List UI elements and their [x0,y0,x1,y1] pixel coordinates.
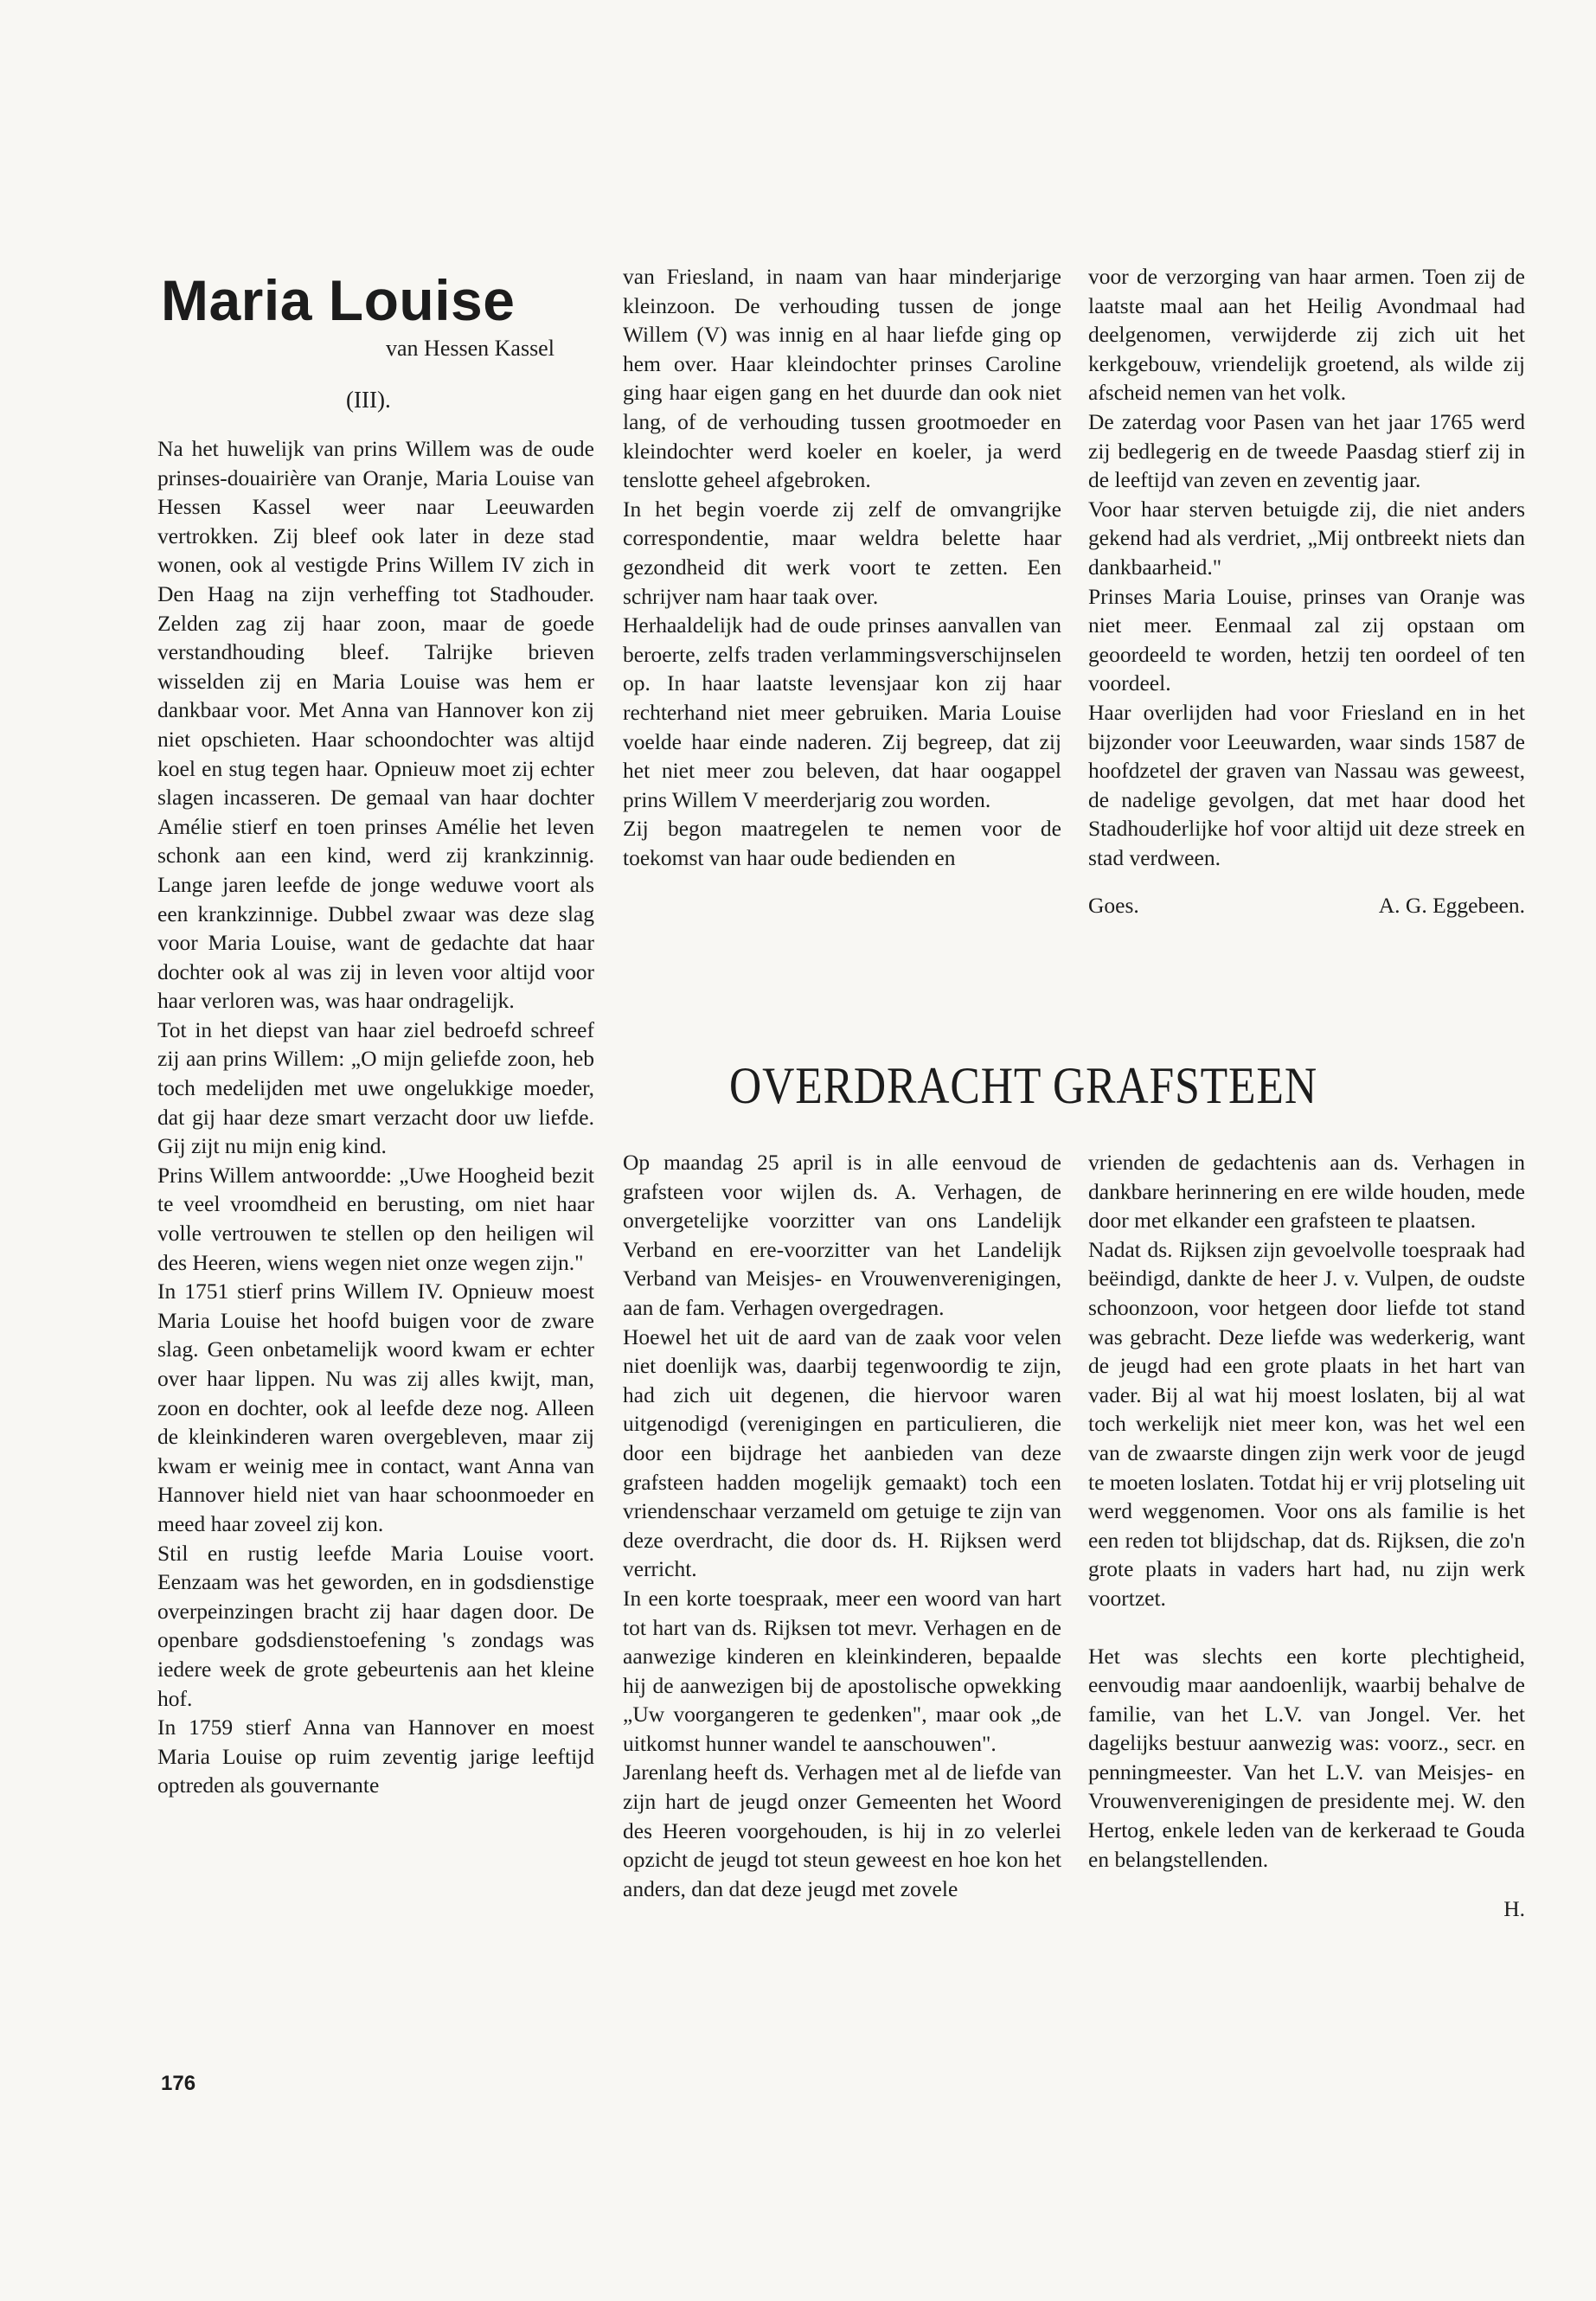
page-number: 176 [161,2072,196,2095]
paragraph: In een korte toespraak, meer een woord van hart tot hart van ds. Rijksen tot mevr. Verhagen en de aanwezige kinderen en kleinkinderen, bepaalde hij de aanwezigen bij de apostolische opwekking „Uw voorgangeren te gedenken", maar ook „de uitkomst hunner wandel te aanschouwen". [623,1585,1061,1756]
paragraph: In 1751 stierf prins Willem IV. Opnieuw moest Maria Louise het hoofd buigen voor de zware slag. Geen onbetamelijk woord kwam er echter over haar lippen. Nu was zij alles kwijt, man, zoon en dochter, ook al leefde deze nog. Alleen de kleinkinderen waren overgebleven, maar zij kwam er weinig mee in contact, want Anna van Hannover hield niet van haar schoonmoeder en meed haar zoveel zij kon. [157,1279,594,1536]
paragraph: Tot in het diepst van haar ziel bedroefd schreef zij aan prins Willem: „O mijn geliefde zoon, heb toch medelijden met uwe ongelukkige moeder, dat gij haar deze smart verzacht door uw liefde. Gij zijt nu mijn enig kind. [157,1016,594,1159]
article-title: Maria Louise [161,268,516,332]
paragraph: van Friesland, in naam van haar minderjarige kleinzoon. De verhouding tussen de jonge Willem (V) was innig en al haar liefde ging op hem over. Haar kleindochter prinses Caroline ging haar eigen gang en het duurde dan ook niet lang, of de verhouding tussen grootmoeder en kleindochter werd koeler en koeler, ja werd tenslotte geheel afgebroken. [623,264,1061,493]
article-part-number: (III). [346,387,391,413]
paragraph: Haar overlijden had voor Friesland en in het bijzonder voor Leeuwarden, waar sinds 1587 de hoofdzetel der graven van Nassau was geweest, de nadelige gevolgen, dat met haar dood het Stadhouderlijke hof voor altijd uit deze streek en stad verdween. [1088,699,1525,870]
article-subtitle: van Hessen Kassel [386,336,554,361]
paragraph: Nadat ds. Rijksen zijn gevoelvolle toespraak had beëindigd, dankte de heer J. v. Vulpen, de oudste schoonzoon, voor hetgeen door liefde tot stand was gebracht. Deze liefde was wederkerig, want de jeugd had een grote plaats in het hart van vader. Bij al wat hij moest loslaten, bij al wat toch werkelijk niet meer kon, was het wel een van de zwaarste dingen zijn werk voor de jeugd te moeten loslaten. Totdat hij er vrij plotseling uit werd weggenomen. Voor ons als familie is het een reden tot blijdschap, dat ds. Rijksen, die zo'n grote plaats in vaders hart had, nu zijn werk voortzet. [1088,1236,1525,1611]
article2-headline: OVERDRACHT GRAFSTEEN [729,1057,1317,1114]
paragraph: Herhaaldelijk had de oude prinses aanvallen van beroerte, zelfs traden verlammingsverschijnselen op. In haar laatste levensjaar kon zij haar rechterhand niet meer gebruiken. Maria Louise voelde haar einde naderen. Zij begreep, dat zij het niet meer zou beleven, dat haar oogappel prins Willem V meerderjarig zou worden. [623,612,1061,812]
paragraph: In het begin voerde zij zelf de omvangrijke correspondentie, maar weldra belette haar gezondheid dit werk voort te zetten. Een schrijver nam haar taak over. [623,496,1061,609]
paragraph: Prinses Maria Louise, prinses van Oranje was niet meer. Eenmaal zal zij opstaan om geoordeeld te worden, hetzij ten oordeel of ten voordeel. [1088,583,1525,696]
paragraph: Zij begon maatregelen te nemen voor de toekomst van haar oude bedienden en [623,816,1061,870]
author-initial: H. [1503,1896,1525,1922]
paragraph: Jarenlang heeft ds. Verhagen met al de liefde van zijn hart de jeugd onzer Gemeenten het Woord des Heeren voorgehouden, is hij in zo velerlei opzicht de jeugd tot steun geweest en hoe kon het anders, dan dat deze jeugd met zovele [623,1759,1061,1901]
paragraph: De zaterdag voor Pasen van het jaar 1765 werd zij bedlegerig en de tweede Paasdag stierf zij in de leeftijd van zeven en zeventig jaar. [1088,408,1525,493]
paragraph: Na het huwelijk van prins Willem was de oude prinses-douairière van Oranje, Maria Louise van Hessen Kassel weer naar Leeuwarden vertrokken. Zij bleef ook later in deze stad wonen, ook al vestigde Prins Willem IV zich in Den Haag na zijn verheffing tot Stadhouder. Zelden zag zij haar zoon, maar de goede verstandhouding bleef. Talrijke brieven wisselden zij en Maria Louise was hem er dankbaar voor. Met Anna van Hannover kon zij niet opschieten. Haar schoondochter was altijd koel en stug tegen haar. Opnieuw moet zij echter slagen incasseren. De gemaal van haar dochter Amélie stierf en toen prinses Amélie het leven schonk aan een kind, werd zij krankzinnig. Lange jaren leefde de jonge weduwe voort als een krankzinnige. Dubbel zwaar was deze slag voor Maria Louise, want de gedachte dat haar dochter ook al was zij in leven voor altijd voor haar verloren was, was haar ondragelijk. [157,436,594,1014]
article1-column-2 [623,262,1061,872]
paragraph-spacer [1088,1613,1525,1642]
article-signature [1088,891,1525,920]
paragraph: Voor haar sterven betuigde zij, die niet anders gekend had als verdriet, „Mij ontbreekt niets dan dankbaarheid." [1088,496,1525,580]
paragraph: Prins Willem antwoordde: „Uwe Hoogheid bezit te veel vroomdheid en berusting, om niet haar volle vertrouwen te stellen op den heiligen wil des Heeren, wiens wegen niet onze wegen zijn." [157,1162,594,1275]
paragraph: Op maandag 25 april is in alle eenvoud de grafsteen voor wijlen ds. A. Verhagen, de onvergetelijke voorzitter van ons Landelijk Verband en ere-voorzitter van het Landelijk Verband van Meisjes- en Vrouwenverenigingen, aan de fam. Verhagen overgedragen. [623,1150,1061,1320]
article2-column-2 [1088,1148,1525,1924]
article1-column-3 [1088,262,1525,920]
paragraph: Hoewel het uit de aard van de zaak voor velen niet doenlijk was, daarbij tegenwoordig te zijn, had zich uit degenen, die hiervoor waren uitgenodigd (verenigingen en particulieren, die door een bijdrage het aanbieden van deze grafsteen hadden mogelijk gemaakt) toch een vriendenschaar verzameld om getuige te zijn van deze overdracht, die door ds. H. Rijksen werd verricht. [623,1324,1061,1582]
paragraph: In 1759 stierf Anna van Hannover en moest Maria Louise op ruim zeventig jarige leeftijd optreden als gouvernante [157,1715,594,1798]
paragraph: vrienden de gedachtenis aan ds. Verhagen in dankbare herinnering en ere wilde houden, mede door met elkander een grafsteen te plaatsen. [1088,1150,1525,1234]
article2-column-1 [623,1148,1061,1903]
article1-column-1 [157,434,594,1800]
paragraph: Stil en rustig leefde Maria Louise voort. Eenzaam was het geworden, en in godsdienstige overpeinzingen bracht zij haar dagen door. De openbare godsdienstoefening 's zondags was iedere week de grote gebeurtenis aan het kleine hof. [157,1540,594,1711]
paragraph: voor de verzorging van haar armen. Toen zij de laatste maal aan het Heilig Avondmaal had deelgenomen, verwijderde zij zich uit het kerkgebouw, vriendelijk groetend, als wilde zij afscheid nemen van het volk. [1088,264,1525,406]
signature-author: A. G. Eggebeen. [1378,893,1525,919]
signature-place: Goes. [1088,893,1139,919]
paragraph: Het was slechts een korte plechtigheid, eenvoudig maar aandoenlijk, waarbij behalve de familie, van het L.V. van Jongel. Ver. het dagelijks bestuur aanwezig was: voorz., secr. en penningmeester. Van het L.V. van Meisjes- en Vrouwenverenigingen de presidente mej. W. den Hertog, enkele leden van de kerkeraad te Gouda en belangstellenden. [1088,1643,1525,1872]
